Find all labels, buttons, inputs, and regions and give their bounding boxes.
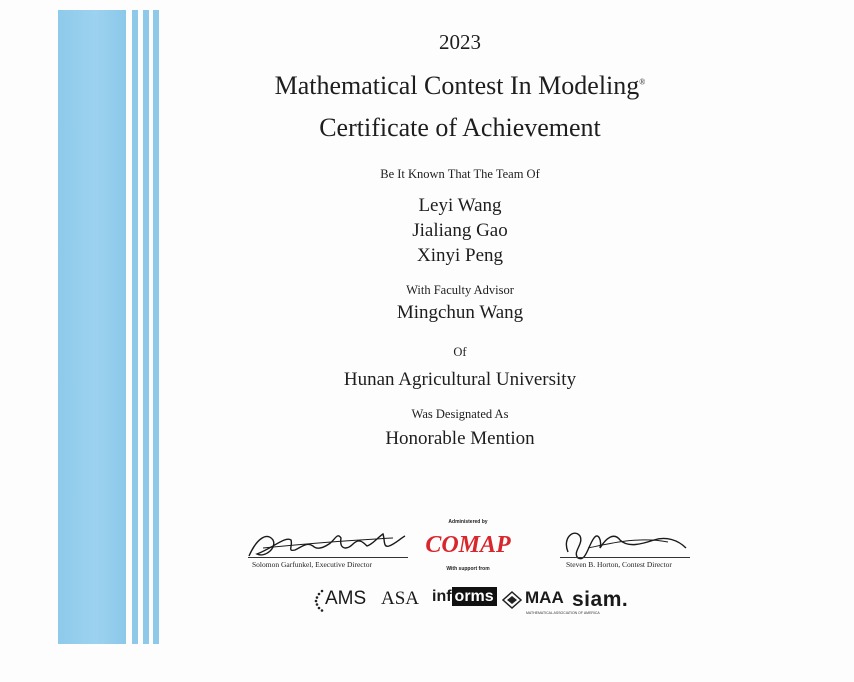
designated-label: Was Designated As: [411, 407, 509, 421]
informs-logo-box: orms: [452, 587, 497, 606]
decorative-stripe-thin-1: [132, 10, 138, 644]
sponsor-logos: [0, 588, 854, 618]
signature-horton: [558, 518, 698, 566]
maa-logo: MAA: [525, 588, 564, 607]
university-name: Hunan Agricultural University: [343, 369, 577, 390]
team-member: Jialiang Gao: [412, 220, 508, 241]
maa-subtitle: MATHEMATICAL ASSOCIATION OF AMERICA: [526, 611, 600, 615]
contest-name: [160, 71, 760, 101]
comap-support-label: With support from: [446, 566, 490, 572]
decorative-stripe-thin-2: [143, 10, 149, 644]
signature-line-right: [560, 557, 690, 558]
signature-caption-right: Steven B. Horton, Contest Director: [566, 560, 672, 569]
informs-logo: [432, 588, 497, 606]
signature-garfunkel: [243, 518, 413, 566]
faculty-advisor: Mingchun Wang: [396, 302, 524, 323]
asa-logo: ASA: [381, 588, 420, 609]
team-member: Leyi Wang: [418, 195, 502, 216]
team-member: Xinyi Peng: [416, 245, 504, 266]
decorative-stripe-wide: [58, 10, 126, 644]
contest-name-text: Mathematical Contest In Modeling: [274, 71, 640, 100]
signature-caption-left: Solomon Garfunkel, Executive Director: [252, 560, 372, 569]
certificate-year: 2023: [439, 30, 481, 54]
siam-logo: siam.: [572, 588, 629, 611]
ams-logo: AMS: [325, 588, 367, 609]
award-name: Honorable Mention: [385, 428, 535, 449]
informs-logo-left: inf: [432, 588, 452, 605]
comap-logo: [425, 526, 511, 560]
team-intro: Be It Known That The Team Of: [380, 167, 540, 181]
registered-mark: ®: [639, 77, 646, 87]
of-label: Of: [453, 345, 467, 359]
advisor-label: With Faculty Advisor: [406, 283, 514, 297]
decorative-stripe-thin-3: [153, 10, 159, 644]
comap-administered-label: Administered by: [448, 519, 488, 525]
signature-line-left: [248, 557, 408, 558]
maa-emblem-icon: [502, 591, 522, 609]
certificate-title: Certificate of Achievement: [319, 113, 601, 142]
comap-logo-text: COMAP: [425, 532, 511, 558]
